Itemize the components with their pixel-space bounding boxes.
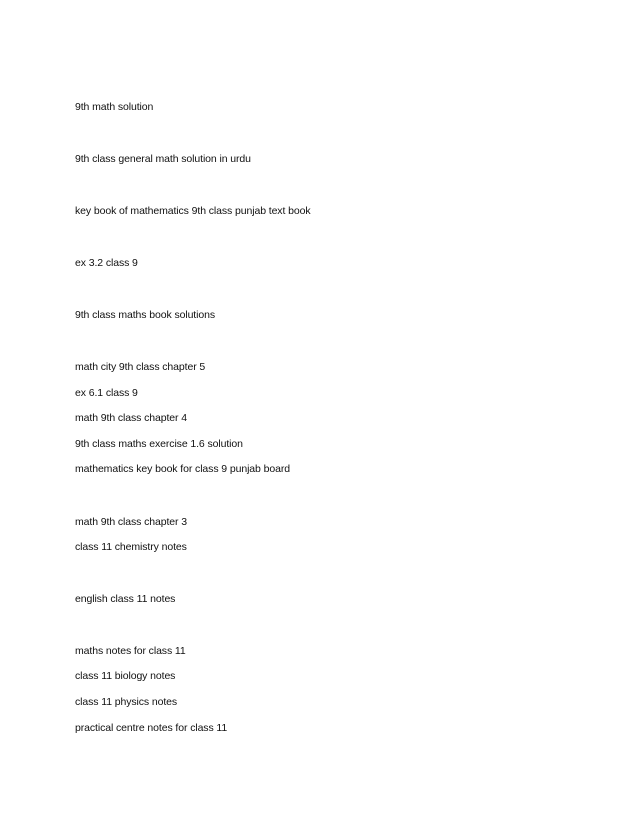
text-line: 9th class maths exercise 1.6 solution (75, 438, 243, 450)
text-line: ex 3.2 class 9 (75, 257, 138, 269)
text-line: key book of mathematics 9th class punjab text book (75, 205, 311, 217)
text-line: ex 6.1 class 9 (75, 387, 138, 399)
text-line: class 11 biology notes (75, 670, 176, 682)
text-line: mathematics key book for class 9 punjab board (75, 463, 290, 475)
text-line: english class 11 notes (75, 593, 176, 605)
text-line: class 11 physics notes (75, 696, 178, 708)
text-line: 9th math solution (75, 101, 154, 113)
text-line: 9th class maths book solutions (75, 309, 215, 321)
text-line: math 9th class chapter 4 (75, 412, 187, 424)
text-line: practical centre notes for class 11 (75, 722, 228, 734)
text-line: maths notes for class 11 (75, 645, 186, 657)
text-line: class 11 chemistry notes (75, 541, 187, 553)
text-line: math 9th class chapter 3 (75, 516, 187, 528)
text-line: 9th class general math solution in urdu (75, 153, 251, 165)
text-line: math city 9th class chapter 5 (75, 361, 206, 373)
